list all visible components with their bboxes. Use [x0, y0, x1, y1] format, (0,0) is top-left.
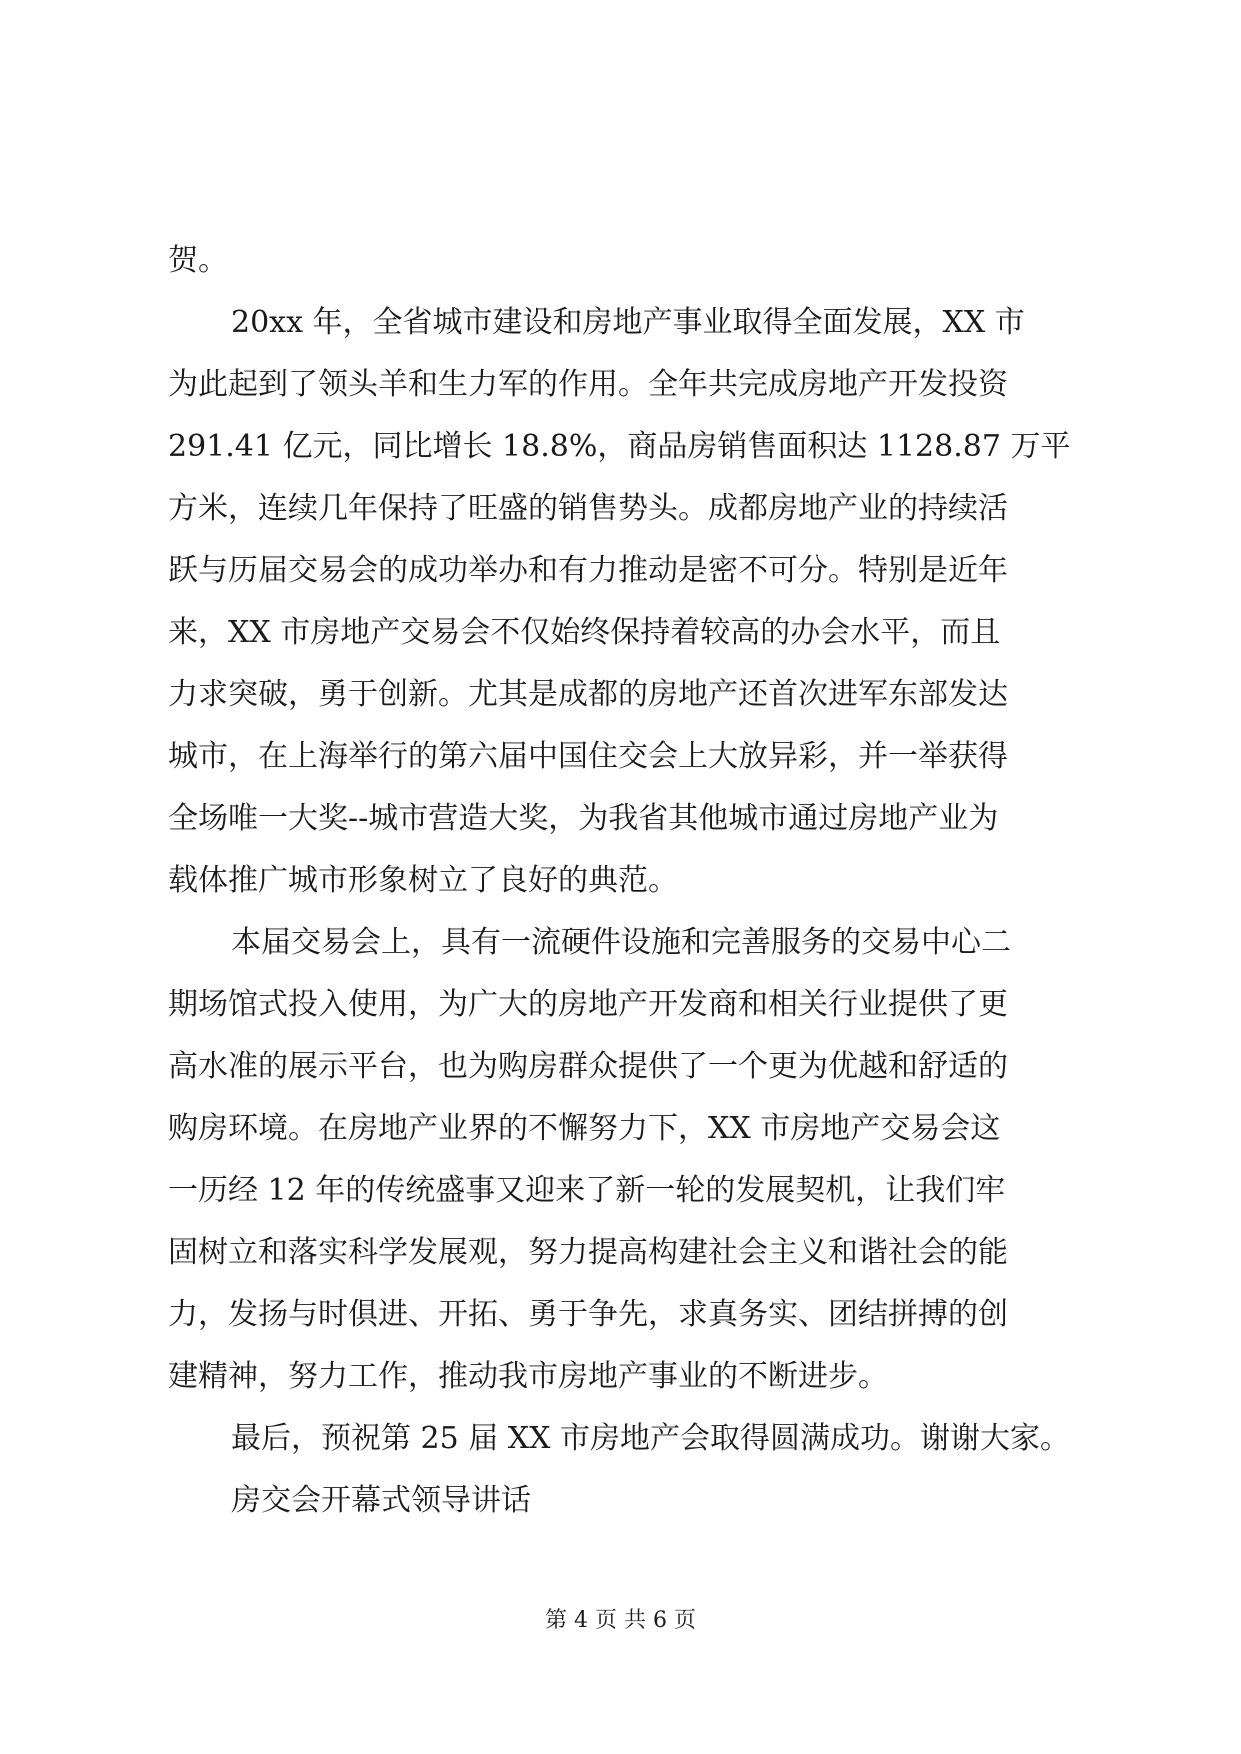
document-body: [168, 230, 1090, 1532]
text-line: 高水准的展示平台，也为购房群众提供了一个更为优越和舒适的: [168, 1049, 1008, 1084]
text-line: 期场馆式投入使用，为广大的房地产开发商和相关行业提供了更: [168, 987, 1008, 1022]
text-line: 20xx 年，全省城市建设和房地产事业取得全面发展，XX 市: [231, 305, 1025, 340]
text-line: 建精神，努力工作，推动我市房地产事业的不断进步。: [168, 1359, 888, 1394]
text-line: 来，XX 市房地产交易会不仅始终保持着较高的办会水平，而且: [168, 615, 1001, 650]
text-line: 固树立和落实科学发展观，努力提高构建社会主义和谐社会的能: [168, 1235, 1008, 1270]
text-line: 房交会开幕式领导讲话: [231, 1483, 531, 1518]
text-line: 跃与历届交易会的成功举办和有力推动是密不可分。特别是近年: [168, 553, 1008, 588]
text-line: 力求突破，勇于创新。尤其是成都的房地产还首次进军东部发达: [168, 677, 1008, 712]
text-line: 最后，预祝第 25 届 XX 市房地产会取得圆满成功。谢谢大家。: [231, 1421, 1071, 1456]
text-line: 城市，在上海举行的第六届中国住交会上大放异彩，并一举获得: [168, 739, 1008, 774]
text-line: 一历经 12 年的传统盛事又迎来了新一轮的发展契机，让我们牢: [168, 1173, 1006, 1208]
page-footer: 第 4 页 共 6 页: [545, 1608, 696, 1633]
text-line: 贺。: [168, 243, 228, 278]
text-line: 291.41 亿元，同比增长 18.8%，商品房销售面积达 1128.87 万平: [168, 429, 1071, 464]
text-line: 购房环境。在房地产业界的不懈努力下，XX 市房地产交易会这: [168, 1111, 1001, 1146]
text-line: 本届交易会上，具有一流硬件设施和完善服务的交易中心二: [231, 925, 1011, 960]
text-line: 载体推广城市形象树立了良好的典范。: [168, 863, 678, 898]
text-line: 力，发扬与时俱进、开拓、勇于争先，求真务实、团结拼搏的创: [168, 1297, 1008, 1332]
text-line: 方米，连续几年保持了旺盛的销售势头。成都房地产业的持续活: [168, 491, 1008, 526]
text-line: 全场唯一大奖--城市营造大奖，为我省其他城市通过房地产业为: [168, 801, 999, 836]
text-line: 为此起到了领头羊和生力军的作用。全年共完成房地产开发投资: [168, 367, 1008, 402]
